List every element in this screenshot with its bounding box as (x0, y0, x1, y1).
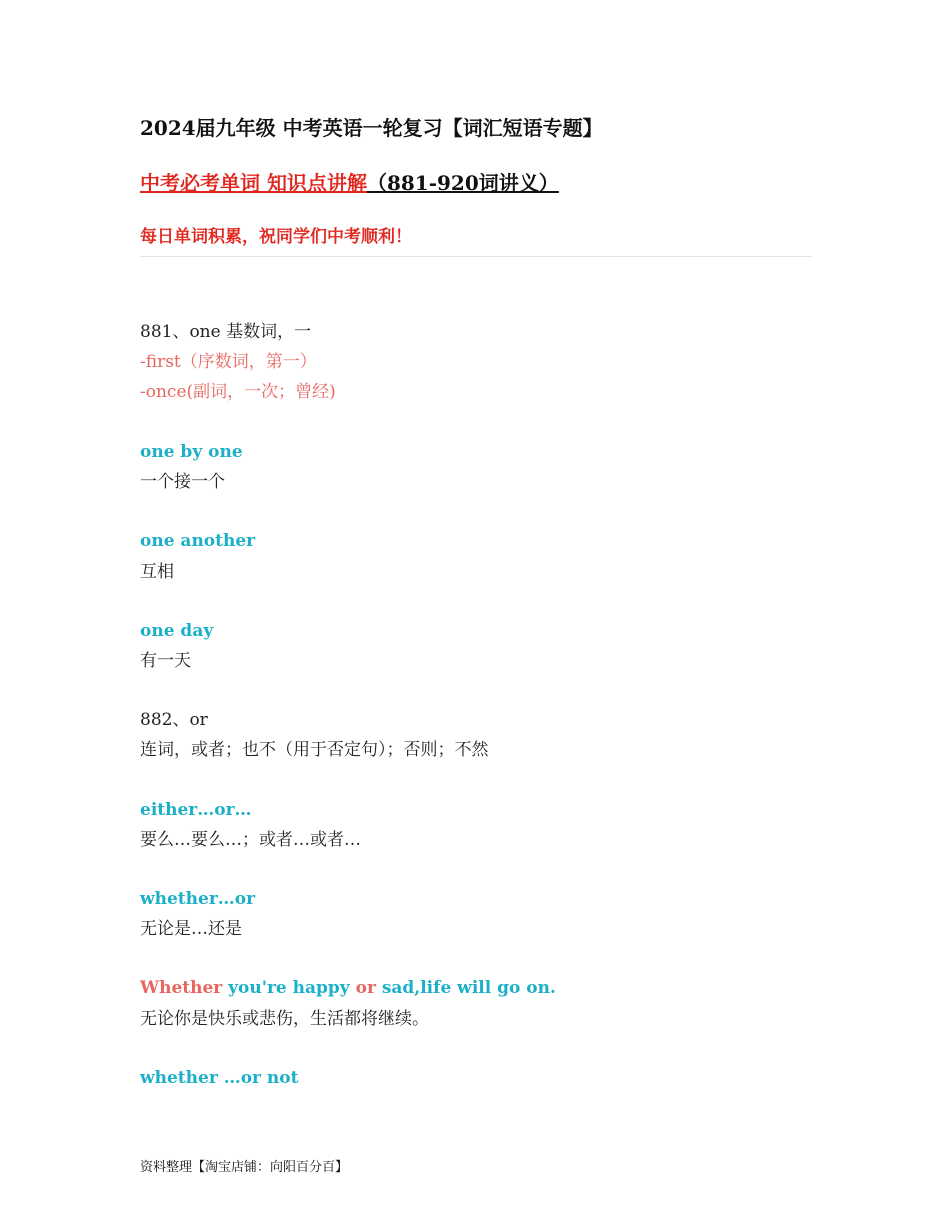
entry-881-heading: 881、one 基数词，一 (140, 322, 312, 342)
phrase-one-day: one day (140, 621, 214, 641)
example-keyword-or: or (355, 978, 376, 998)
document-page (140, 0, 812, 1230)
example-text-end: sad,life will go on. (375, 978, 556, 998)
phrase-one-by-one-meaning: 一个接一个 (140, 472, 225, 492)
document-title: 2024届九年级 中考英语一轮复习【词汇短语专题】 (140, 116, 603, 140)
entry-882-definition: 连词，或者；也不（用于否定句）；否则；不然 (140, 740, 489, 760)
example-keyword-whether: Whether (140, 978, 223, 998)
page-footer: 资料整理【淘宝店铺：向阳百分百】 (140, 1160, 349, 1175)
phrase-whether-or-meaning: 无论是…还是 (140, 919, 242, 939)
entry-881-adverb: -once(副词，一次；曾经) (140, 382, 336, 402)
example-text-middle: you're happy (222, 978, 356, 998)
phrase-one-by-one: one by one (140, 442, 243, 462)
phrase-either-or: either…or… (140, 800, 252, 820)
phrase-whether-or-not: whether …or not (140, 1068, 299, 1088)
phrase-one-another: one another (140, 531, 256, 551)
entry-881-ordinal: -first（序数词，第一） (140, 352, 317, 372)
phrase-either-or-meaning: 要么…要么…；或者…或者… (140, 830, 361, 850)
phrase-one-another-meaning: 互相 (140, 562, 174, 582)
phrase-one-day-meaning: 有一天 (140, 651, 191, 671)
example-translation: 无论你是快乐或悲伤，生活都将继续。 (140, 1009, 429, 1029)
subtitle-range: （881-920词讲义） (366, 171, 559, 195)
subtitle-topic: 中考必考单词 知识点讲解 (140, 171, 367, 195)
motto-text: 每日单词积累，祝同学们中考顺利！ (140, 227, 412, 247)
entry-882-heading: 882、or (140, 710, 208, 730)
phrase-whether-or: whether…or (140, 889, 256, 909)
header-divider (140, 256, 812, 257)
example-sentence (140, 977, 556, 999)
document-subtitle (140, 167, 559, 196)
